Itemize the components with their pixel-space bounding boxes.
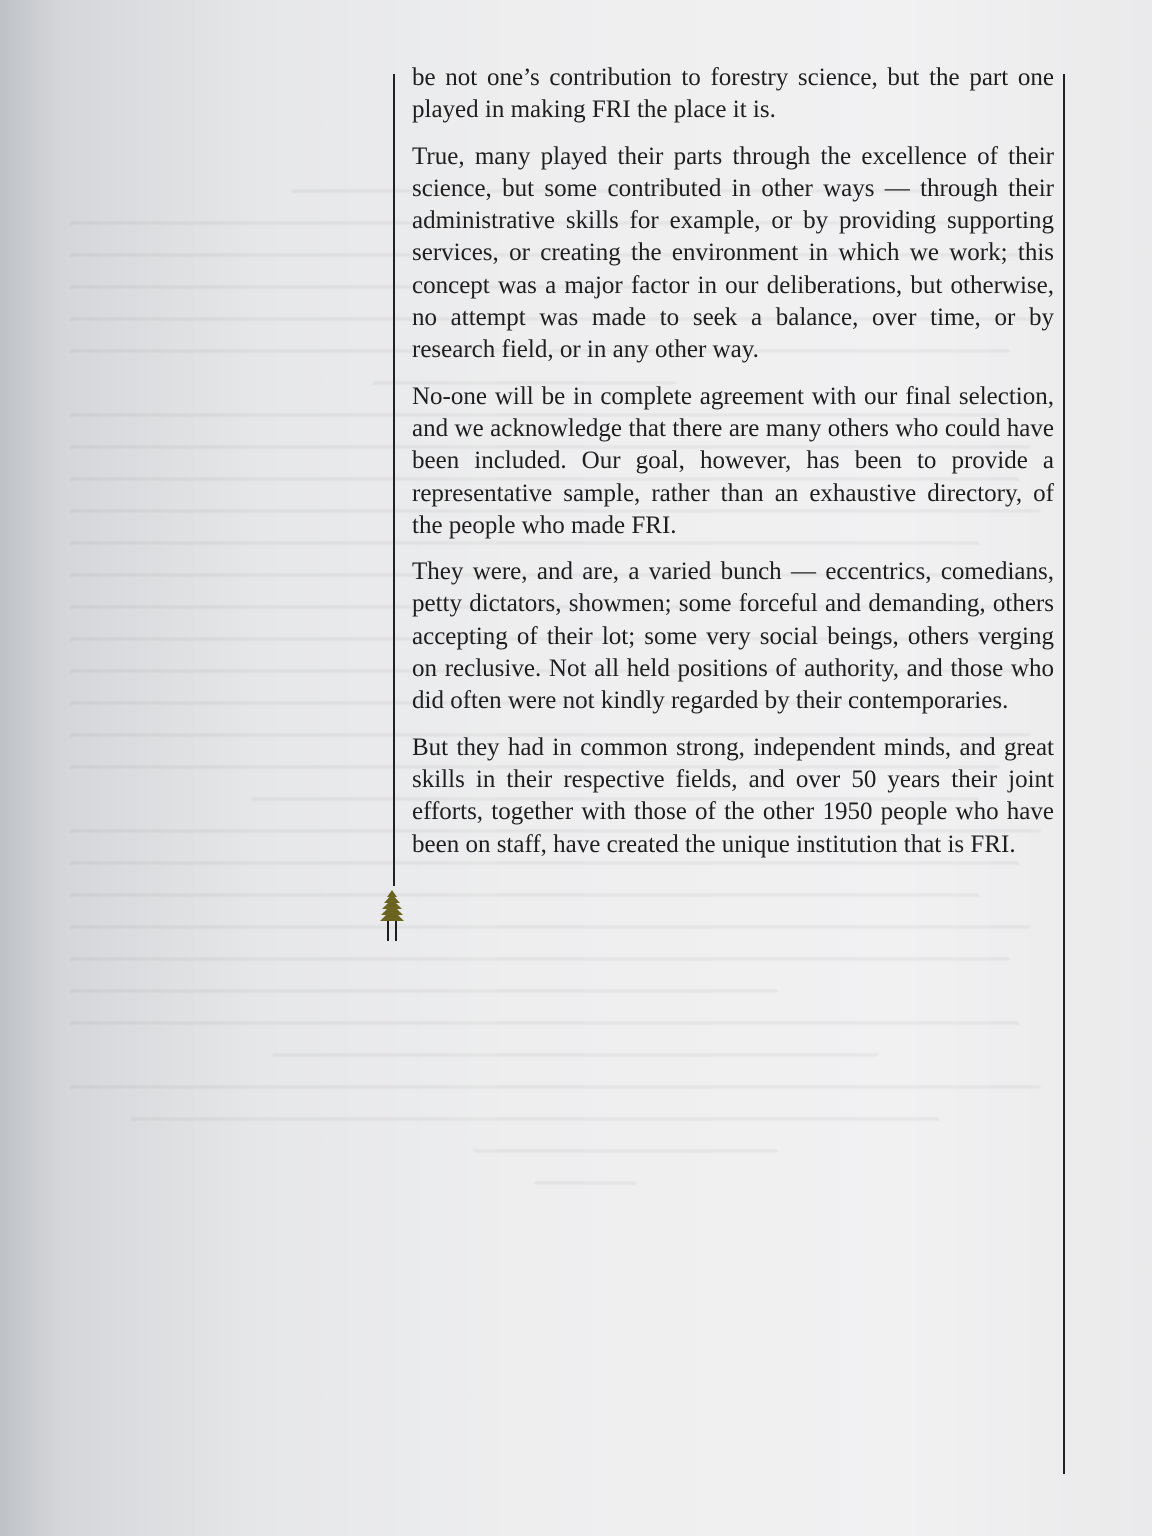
left-margin-rule bbox=[393, 74, 395, 886]
tree-icon bbox=[378, 888, 406, 944]
paragraph-5: But they had in common strong, independent minds, and great skills in their respective fields, and over 50 years their joint efforts, together with those of the other 1950 people who have been on staff, have created the unique institution that is FRI. bbox=[412, 733, 1054, 858]
right-margin-rule bbox=[1063, 74, 1065, 1474]
body-text-column bbox=[412, 62, 1054, 875]
paragraph-1: be not one’s contribution to forestry science, but the part one played in making FRI the place it is. bbox=[412, 64, 1054, 124]
paragraph-2: True, many played their parts through the excellence of their science, but some contributed in other ways — through their administrative skills for example, or by providing supporting services, or creating the environment in which we work; this concept was a major factor in our deliberations, but otherwise, no attempt was made to seek a balance, over time, or by research field, or in any other way. bbox=[412, 142, 1054, 364]
paragraph-4: They were, and are, a varied bunch — eccentrics, comedians, petty dictators, showmen; some forceful and demanding, others accepting of their lot; some very social beings, others verging on reclusive. Not all held positions of authority, and those who did often were not kindly regarded by their contemporaries. bbox=[412, 558, 1054, 715]
paragraph-3: No-one will be in complete agreement with our final selection, and we acknowledge that there are many others who could have been included. Our goal, however, has been to provide a representative sample, rather than an exhaustive directory, of the people who made FRI. bbox=[412, 382, 1054, 539]
